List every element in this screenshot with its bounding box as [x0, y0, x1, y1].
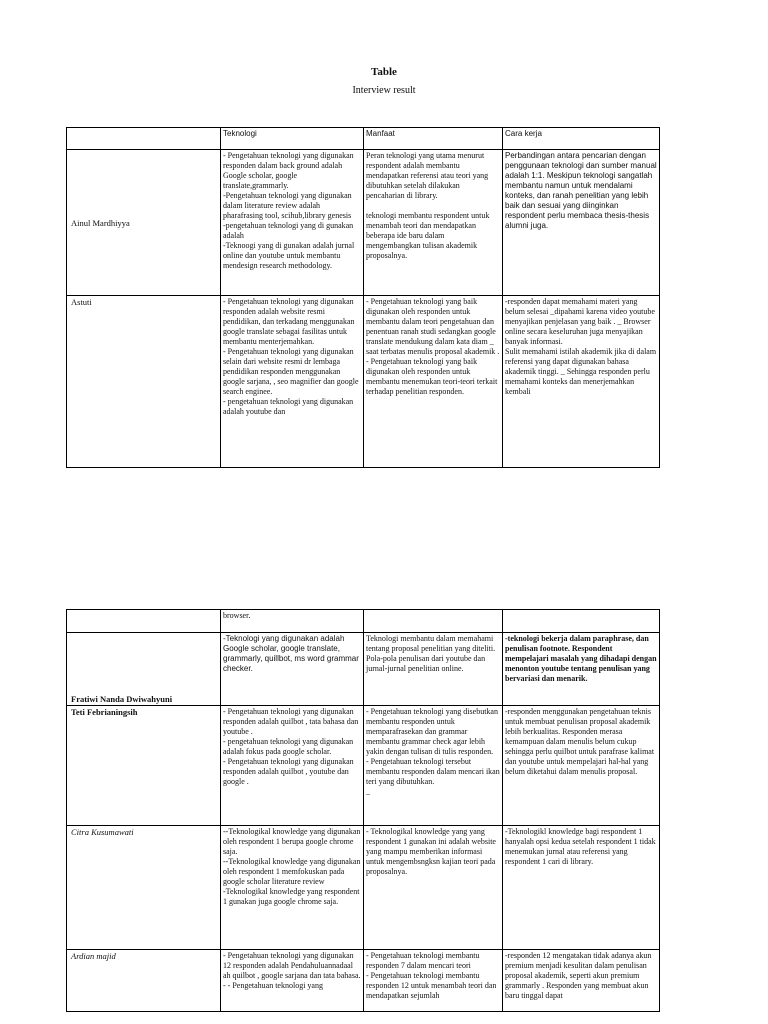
table-row: [67, 633, 660, 706]
table-row: [67, 706, 660, 826]
cara-kerja-cell: Perbandingan antara pencarian dengan penggunaan teknologi dan sumber manual adalah 1:1. Meskipun teknologi sangatlah membantu namun untuk mendalami konteks, dan ranah penelitian yang lebih baik dan sesuai yang diinginkan respondent perlu membaca thesis-thesis alumni juga.: [503, 150, 660, 296]
document-subtitle: Interview result: [352, 85, 416, 96]
continuation-row: [67, 610, 660, 633]
table-row: [67, 150, 660, 296]
table-row: [67, 950, 660, 1012]
manfaat-cell: - Teknologikal knowledge yang yang respondent 1 gunakan ini adalah website yang mampu memberikan informasi untuk mengembsngksn kajian teori pada proposalnya.: [364, 826, 503, 950]
cara-kerja-cell: -teknologi bekerja dalam paraphrase, dan penulisan footnote. Respondent mempelajari masalah yang dihadapi dengan menonton youtube tentang penulisan yang bervariasi dan menarik.: [503, 633, 660, 706]
respondent-name: [67, 610, 221, 633]
table-header-row: [67, 128, 660, 150]
manfaat-cell: - Pengetahuan teknologi yang baik digunakan oleh responden untuk membantu dalam teori pengetahuan dan penentuan ranah studi sedangkan google translate mendukung dalam kata diam _ saat terbatas menulis proposal akademik . - Pengetahuan teknologi yang baik digunakan oleh responden untuk membantu menemukan teori-teori terkait terhadap penelitian responden.: [364, 296, 503, 468]
cara-kerja-cell: -Teknologikl knowledge bagi respondent 1 hanyalah opsi kedua setelah respondent 1 tidak menemukan jurnal atau referensi yang respondent 1 cari di library.: [503, 826, 660, 950]
header-empty-cell: [67, 128, 221, 150]
respondent-name: Fratiwi Nanda Dwiwahyuni: [67, 633, 221, 706]
teknologi-cell: -Teknologi yang digunakan adalah Google scholar, google translate, grammarly, quillbot, ms word grammar checker.: [221, 633, 364, 706]
header-cara-kerja: Cara kerja: [503, 128, 660, 150]
manfaat-cell: [364, 610, 503, 633]
cara-kerja-cell: [503, 610, 660, 633]
cara-kerja-cell: -responden menggunakan pengetahuan teknis untuk membuat penulisan proposal akademik lebih berkualitas. Responden merasa kemampuan dalam menulis belum cukup sehingga perlu quilbot untuk parafrase kalimat dan youtube untuk mempelajari hal-hal yang belum diketahui dalam menulis proposal.: [503, 706, 660, 826]
header-manfaat: Manfaat: [364, 128, 503, 150]
respondent-name: Ainul Mardhiyya: [67, 150, 221, 296]
cara-kerja-cell: -responden 12 mengatakan tidak adanya akun premium menjadi kesulitan dalam penulisan proposal akademik, seperti akun premium grammarly . Responden yang membuat akun baru tinggal dapat: [503, 950, 660, 1012]
table-row: [67, 296, 660, 468]
teknologi-cell: - Pengetahuan teknologi yang digunakan responden dalam back ground adalah Google scholar, google translate,grammarly. -Pengetahuan teknologi yang digunakan dalam literature review adalah pharafrasing tool, scihub,library genesis -pengetahuan teknologi yang di gunakan adalah -Teknoogi yang di gunakan adalah jurnal online dan youtube untuk membantu mendesign research methodology.: [221, 150, 364, 296]
respondent-name: Astuti: [67, 296, 221, 468]
header-teknologi: Teknologi: [221, 128, 364, 150]
manfaat-cell: Teknologi membantu dalam memahami tentang proposal penelitian yang diteliti. Pola-pola penulisan dari youtube dan jurnal-jurnal penelitian online.: [364, 633, 503, 706]
teknologi-cell: - Pengetahuan teknologi yang digunakan 12 responden adalah Pendahuluannadaal ah quilbot , google sarjana dan tata bahasa. - - Pengetahuan teknologi yang: [221, 950, 364, 1012]
cara-kerja-cell: -responden dapat memahami materi yang belum selesai _dipahami karena video youtube menyajikan penjelasan yang baik . _ Browser online secara keseluruhan juga menyajikan banyak informasi. Sulit memahami istilah akademik jika di dalam referensi yang dapat digunakan bahasa akademik tinggi. _ Sehingga responden perlu memahami konteks dan menerjemahkan kembali: [503, 296, 660, 468]
interview-table-part-1: [66, 127, 660, 468]
manfaat-cell: - Pengetahuan teknologi membantu responden 7 dalam mencari teori - Pengetahuan teknologi membantu responden 12 untuk menambah teori dan mendapatkan sejumlah: [364, 950, 503, 1012]
table-row: [67, 826, 660, 950]
teknologi-cell: - Pengetahuan teknologi yang digunakan responden adalah quilbot , tata bahasa dan youtube . - pengetahuan teknologi yang digunakan adalah fokus pada google scholar. - Pengetahuan teknologi yang digunakan responden adalah quilbot , youtube dan google .: [221, 706, 364, 826]
respondent-name: Teti Febrianingsih: [67, 706, 221, 826]
manfaat-cell: - Pengetahuan teknologi yang disebutkan membantu responden untuk memparafrasekan dan grammar membantu grammar check agar lebih yakin dengan tulisan di tulis responden. - Pengetahuan teknologi tersebut membantu responden dalam mencari ikan teri yang dibutuhkan. _: [364, 706, 503, 826]
manfaat-cell: Peran teknologi yang utama menurut respondent adalah membantu mendapatkan referensi atau teori yang dibutuhkan setelah dilakukan pencaharian di library. teknologi membantu respondent untuk menambah teori dan mendapatkan beberapa ide baru dalam mengembangkan tulisan akademik proposalnya.: [364, 150, 503, 296]
teknologi-cell: browser.: [221, 610, 364, 633]
interview-table-part-2: [66, 609, 660, 1012]
respondent-name: Citra Kusumawati: [67, 826, 221, 950]
teknologi-cell: --Teknologikal knowledge yang digunakan oleh respondent 1 berupa google chrome saja. --Teknologikal knowledge yang digunakan oleh respondent 1 memfokuskan pada google scholar literature review -Teknologikal knowledge yang respondent 1 gunakan juga google chrome saja.: [221, 826, 364, 950]
teknologi-cell: - Pengetahuan teknologi yang digunakan responden adalah website resmi pendidikan, dan terkadang menggunakan google translate sebagai fasilitas untuk membantu menterjemahkan. - Pengetahuan teknologi yang digunakan selain dari website resmi dr lembaga pendidikan responden menggunakan google sarjana, , seo magnifier dan google search enginee. - pengetahuan teknologi yang digunakan adalah youtube dan: [221, 296, 364, 468]
document-title: Table: [371, 66, 397, 78]
respondent-name: Ardian majid: [67, 950, 221, 1012]
